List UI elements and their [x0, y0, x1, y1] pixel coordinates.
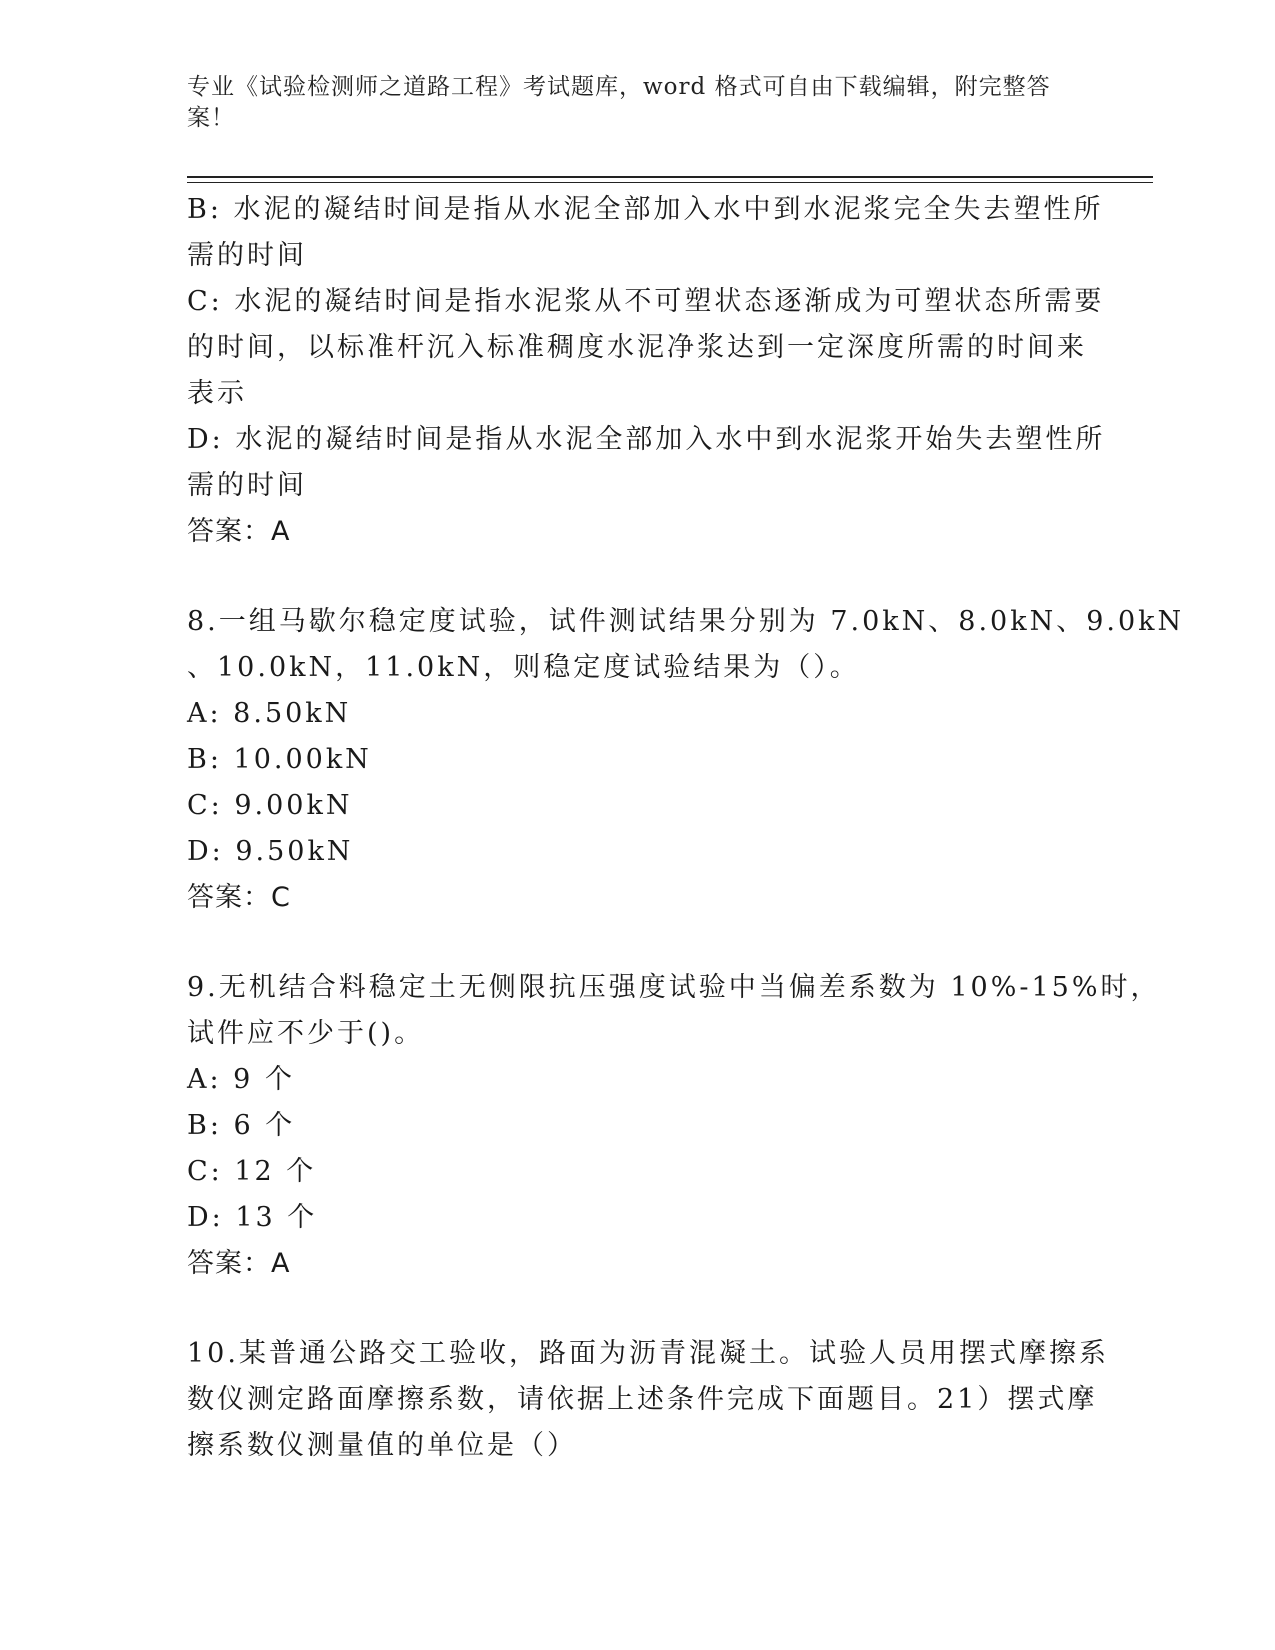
question-stem-line: 9.无机结合料稳定土无侧限抗压强度试验中当偏差系数为 10%-15%时， [187, 972, 1161, 1003]
question-stem-line: 、10.0kN，11.0kN，则稳定度试验结果为（）。 [187, 652, 860, 683]
header-rule-thick [187, 176, 1153, 178]
question-stem-line: 8.一组马歇尔稳定度试验，试件测试结果分别为 7.0kN、8.0kN、9.0kN [187, 606, 1185, 637]
answer-text: 答案：A [187, 1248, 291, 1279]
prev-question [187, 187, 1106, 555]
option-d: D: 13 个 [187, 1202, 318, 1233]
header-rule-thin [187, 182, 1153, 183]
option-d [187, 417, 1106, 509]
question-10 [187, 1331, 1109, 1469]
option-text-line: 的时间，以标准杆沉入标准稠度水泥净浆达到一定深度所需的时间来 [187, 332, 1087, 363]
option-b: B: 10.00kN [187, 744, 372, 775]
option-text-line: 需的时间 [187, 470, 307, 501]
question-stem-line: 试件应不少于()。 [187, 1018, 425, 1049]
option-c: C: 12 个 [187, 1156, 317, 1187]
question-stem-line: 擦系数仪测量值的单位是（） [187, 1430, 577, 1461]
option-text-line: 需的时间 [187, 240, 307, 271]
question-8 [187, 599, 1185, 921]
question-9 [187, 965, 1161, 1287]
option-d: D: 9.50kN [187, 836, 354, 867]
option-c [187, 279, 1105, 417]
header-line-1: 专业《试验检测师之道路工程》考试题库，word 格式可自由下载编辑，附完整答 [187, 74, 1051, 100]
option-text-line: 表示 [187, 378, 247, 409]
option-text-line: D: 水泥的凝结时间是指从水泥全部加入水中到水泥浆开始失去塑性所 [187, 424, 1106, 455]
option-text-line: C: 水泥的凝结时间是指水泥浆从不可塑状态逐渐成为可塑状态所需要 [187, 286, 1105, 317]
question-gap [187, 555, 1087, 599]
option-b: B: 6 个 [187, 1110, 296, 1141]
page-header [187, 72, 1077, 134]
answer-text: 答案：A [187, 516, 291, 547]
question-gap [187, 1287, 1087, 1331]
option-a: A: 8.50kN [187, 698, 352, 729]
question-stem-line: 数仪测定路面摩擦系数，请依据上述条件完成下面题目。21）摆式摩 [187, 1384, 1098, 1415]
option-b [187, 187, 1104, 279]
option-a: A: 9 个 [187, 1064, 295, 1095]
question-gap [187, 921, 1087, 965]
question-stem-line: 10.某普通公路交工验收，路面为沥青混凝土。试验人员用摆式摩擦系 [187, 1338, 1109, 1369]
header-line-2: 案！ [187, 105, 235, 131]
option-text-line: B: 水泥的凝结时间是指从水泥全部加入水中到水泥浆完全失去塑性所 [187, 194, 1104, 225]
question-content [187, 187, 1185, 1469]
answer-text: 答案：C [187, 882, 291, 913]
option-c: C: 9.00kN [187, 790, 353, 821]
